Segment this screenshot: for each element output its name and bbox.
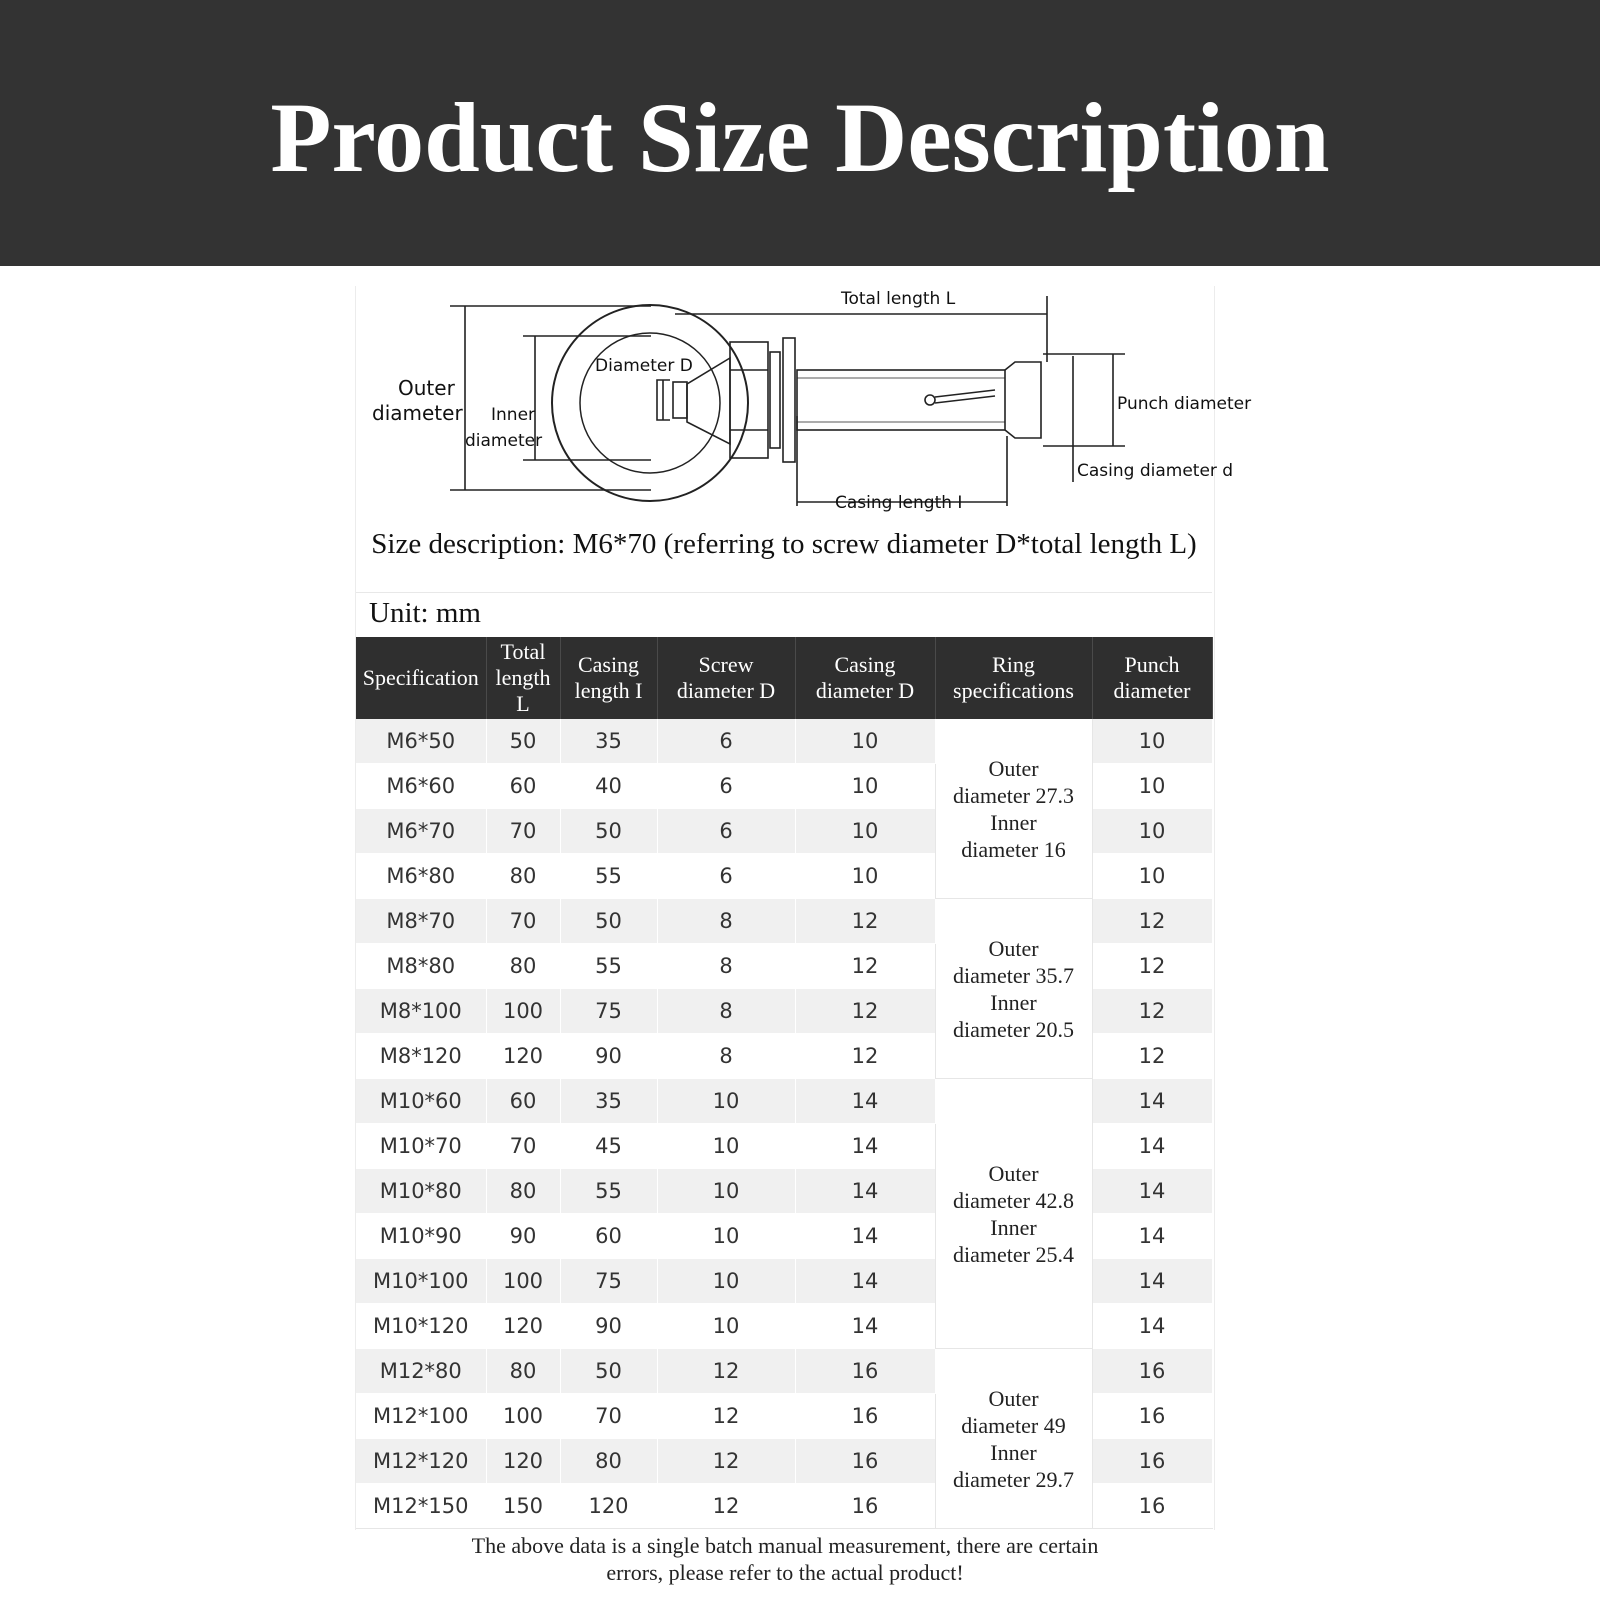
cell-casing-length: 80 — [560, 1439, 657, 1484]
cell-punch-diameter: 10 — [1092, 809, 1212, 854]
cell-casing-length: 90 — [560, 1304, 657, 1349]
cell-total-length: 120 — [486, 1304, 560, 1349]
cell-ring-specifications — [935, 1079, 1092, 1349]
header-screw-diameter: Screw diameter D — [657, 637, 795, 719]
cell-screw-diameter: 12 — [657, 1439, 795, 1484]
note-line-2: errors, please refer to the actual product! — [606, 1560, 964, 1585]
table-row — [356, 899, 1212, 944]
cell-total-length: 70 — [486, 899, 560, 944]
cell-total-length: 80 — [486, 1169, 560, 1214]
outer-diameter-label-1: Outer — [398, 376, 455, 400]
diameter-d-label: Diameter D — [595, 356, 693, 376]
note-line-1: The above data is a single batch manual measurement, there are certain — [471, 1533, 1099, 1558]
cell-casing-length: 50 — [560, 809, 657, 854]
cell-punch-diameter: 14 — [1092, 1079, 1212, 1124]
cell-punch-diameter: 10 — [1092, 719, 1212, 764]
cell-punch-diameter: 16 — [1092, 1484, 1212, 1529]
cell-punch-diameter: 10 — [1092, 764, 1212, 809]
cell-total-length: 70 — [486, 809, 560, 854]
ring-spec-line: diameter 27.3 — [953, 782, 1074, 808]
header-casing-length: Casing length I — [560, 637, 657, 719]
ring-spec-line: Inner — [990, 1439, 1037, 1465]
cell-ring-specifications — [935, 719, 1092, 899]
cell-total-length: 120 — [486, 1439, 560, 1484]
cell-total-length: 70 — [486, 1124, 560, 1169]
cell-spec: M10*60 — [356, 1079, 486, 1124]
cell-punch-diameter: 14 — [1092, 1304, 1212, 1349]
cell-casing-diameter: 12 — [795, 899, 935, 944]
cell-screw-diameter: 12 — [657, 1484, 795, 1529]
cell-punch-diameter: 12 — [1092, 989, 1212, 1034]
cell-punch-diameter: 16 — [1092, 1394, 1212, 1439]
cell-casing-length: 55 — [560, 944, 657, 989]
cell-casing-diameter: 10 — [795, 854, 935, 899]
cell-casing-diameter: 12 — [795, 989, 935, 1034]
cell-spec: M8*120 — [356, 1034, 486, 1079]
cell-casing-diameter: 14 — [795, 1214, 935, 1259]
cell-spec: M10*120 — [356, 1304, 486, 1349]
cell-spec: M10*70 — [356, 1124, 486, 1169]
cell-casing-length: 60 — [560, 1214, 657, 1259]
cell-spec: M12*120 — [356, 1439, 486, 1484]
cell-spec: M10*80 — [356, 1169, 486, 1214]
ring-spec-line: Outer — [988, 1160, 1039, 1186]
cell-spec: M8*70 — [356, 899, 486, 944]
cell-ring-specifications — [935, 1349, 1092, 1529]
ring-spec-line: Inner — [990, 989, 1037, 1015]
inner-diameter-label-1: Inner — [491, 405, 536, 425]
cell-casing-diameter: 14 — [795, 1124, 935, 1169]
cell-punch-diameter: 12 — [1092, 944, 1212, 989]
ring-spec-line: diameter 25.4 — [953, 1241, 1074, 1267]
casing-length-label: Casing length I — [835, 493, 963, 513]
cell-spec: M8*80 — [356, 944, 486, 989]
cell-spec: M8*100 — [356, 989, 486, 1034]
cell-punch-diameter: 12 — [1092, 899, 1212, 944]
header-casing-diameter: Casing diameter D — [795, 637, 935, 719]
cell-screw-diameter: 6 — [657, 854, 795, 899]
cell-total-length: 60 — [486, 764, 560, 809]
cell-total-length: 100 — [486, 1394, 560, 1439]
cell-casing-length: 55 — [560, 854, 657, 899]
cell-total-length: 90 — [486, 1214, 560, 1259]
cell-casing-length: 50 — [560, 899, 657, 944]
ring-spec-line: diameter 16 — [961, 836, 1066, 862]
cell-casing-diameter: 10 — [795, 719, 935, 764]
unit-row — [356, 592, 1212, 637]
cell-total-length: 100 — [486, 1259, 560, 1304]
cell-casing-length: 55 — [560, 1169, 657, 1214]
table-row — [356, 1349, 1212, 1394]
cell-total-length: 50 — [486, 719, 560, 764]
inner-diameter-label-2: diameter — [465, 431, 543, 451]
cell-casing-diameter: 10 — [795, 764, 935, 809]
cell-casing-diameter: 10 — [795, 809, 935, 854]
cell-screw-diameter: 10 — [657, 1304, 795, 1349]
cell-spec: M12*100 — [356, 1394, 486, 1439]
cell-casing-diameter: 12 — [795, 944, 935, 989]
cell-total-length: 120 — [486, 1034, 560, 1079]
size-description: Size description: M6*70 (referring to screw diameter D*total length L) — [371, 528, 1197, 560]
cell-punch-diameter: 16 — [1092, 1439, 1212, 1484]
ring-spec-line: diameter 20.5 — [953, 1016, 1074, 1042]
cell-screw-diameter: 8 — [657, 944, 795, 989]
cell-casing-length: 75 — [560, 989, 657, 1034]
casing-diameter-label: Casing diameter d — [1077, 461, 1234, 481]
cell-casing-diameter: 16 — [795, 1394, 935, 1439]
cell-casing-diameter: 16 — [795, 1349, 935, 1394]
ring-outer-circle — [552, 305, 748, 501]
cell-casing-diameter: 16 — [795, 1484, 935, 1529]
cell-screw-diameter: 12 — [657, 1349, 795, 1394]
cell-casing-length: 45 — [560, 1124, 657, 1169]
ring-spec-line: diameter 42.8 — [953, 1187, 1074, 1213]
cell-spec: M10*90 — [356, 1214, 486, 1259]
cell-casing-diameter: 12 — [795, 1034, 935, 1079]
cell-screw-diameter: 6 — [657, 809, 795, 854]
cell-casing-diameter: 14 — [795, 1304, 935, 1349]
cell-casing-diameter: 14 — [795, 1169, 935, 1214]
page-title: Product Size Description — [270, 82, 1330, 193]
cell-ring-specifications — [935, 899, 1092, 1079]
cell-screw-diameter: 12 — [657, 1394, 795, 1439]
cell-casing-length: 35 — [560, 1079, 657, 1124]
cell-total-length: 80 — [486, 1349, 560, 1394]
cell-casing-diameter: 14 — [795, 1079, 935, 1124]
cell-total-length: 60 — [486, 1079, 560, 1124]
cell-screw-diameter: 10 — [657, 1214, 795, 1259]
ring-inner-circle — [580, 333, 720, 473]
ring-spec-line: Outer — [988, 755, 1039, 781]
cell-screw-diameter: 10 — [657, 1079, 795, 1124]
punch-diameter-label: Punch diameter — [1117, 394, 1252, 414]
cell-spec: M12*150 — [356, 1484, 486, 1529]
cell-punch-diameter: 14 — [1092, 1214, 1212, 1259]
disclaimer-note — [420, 1532, 1150, 1586]
ring-spec-line: diameter 35.7 — [953, 962, 1074, 988]
cell-screw-diameter: 10 — [657, 1169, 795, 1214]
cell-punch-diameter: 16 — [1092, 1349, 1212, 1394]
cell-punch-diameter: 10 — [1092, 854, 1212, 899]
cell-spec: M6*70 — [356, 809, 486, 854]
cell-screw-diameter: 6 — [657, 719, 795, 764]
cell-casing-length: 120 — [560, 1484, 657, 1529]
cell-punch-diameter: 14 — [1092, 1169, 1212, 1214]
header-ring-specifications: Ring specifications — [935, 637, 1092, 719]
table-row — [356, 1079, 1212, 1124]
ring-spec-line: Inner — [990, 809, 1037, 835]
header-punch-diameter: Punch diameter — [1092, 637, 1212, 719]
cell-screw-diameter: 8 — [657, 1034, 795, 1079]
cell-spec: M6*60 — [356, 764, 486, 809]
cell-screw-diameter: 6 — [657, 764, 795, 809]
cell-spec: M10*100 — [356, 1259, 486, 1304]
ring-spec-line: Inner — [990, 1214, 1037, 1240]
cell-screw-diameter: 8 — [657, 989, 795, 1034]
cell-total-length: 100 — [486, 989, 560, 1034]
cell-screw-diameter: 10 — [657, 1124, 795, 1169]
total-length-label: Total length L — [841, 289, 956, 309]
ring-spec-line: diameter 49 — [961, 1412, 1066, 1438]
table-body — [356, 719, 1212, 1529]
cell-casing-length: 35 — [560, 719, 657, 764]
cell-punch-diameter: 14 — [1092, 1124, 1212, 1169]
cell-spec: M6*80 — [356, 854, 486, 899]
ring-spec-line: diameter 29.7 — [953, 1466, 1074, 1492]
ring-spec-line: Outer — [988, 935, 1039, 961]
cell-casing-length: 70 — [560, 1394, 657, 1439]
eye-bolt-diagram — [355, 286, 1295, 516]
cell-total-length: 150 — [486, 1484, 560, 1529]
unit-label: Unit: mm — [369, 597, 481, 629]
cell-casing-length: 90 — [560, 1034, 657, 1079]
cell-punch-diameter: 14 — [1092, 1259, 1212, 1304]
table-header-row — [356, 637, 1212, 719]
cell-casing-length: 40 — [560, 764, 657, 809]
header-total-length: Total length L — [486, 637, 560, 719]
cell-screw-diameter: 10 — [657, 1259, 795, 1304]
outer-diameter-label-2: diameter — [372, 401, 463, 425]
cell-spec: M6*50 — [356, 719, 486, 764]
cell-punch-diameter: 12 — [1092, 1034, 1212, 1079]
cell-casing-length: 75 — [560, 1259, 657, 1304]
ring-spec-line: Outer — [988, 1385, 1039, 1411]
cell-spec: M12*80 — [356, 1349, 486, 1394]
cell-total-length: 80 — [486, 854, 560, 899]
table-row — [356, 719, 1212, 764]
cell-casing-length: 50 — [560, 1349, 657, 1394]
cell-casing-diameter: 16 — [795, 1439, 935, 1484]
cell-total-length: 80 — [486, 944, 560, 989]
header-specification: Specification — [356, 637, 486, 719]
cell-screw-diameter: 8 — [657, 899, 795, 944]
cell-casing-diameter: 14 — [795, 1259, 935, 1304]
title-banner — [0, 0, 1600, 266]
size-table — [356, 637, 1213, 1529]
